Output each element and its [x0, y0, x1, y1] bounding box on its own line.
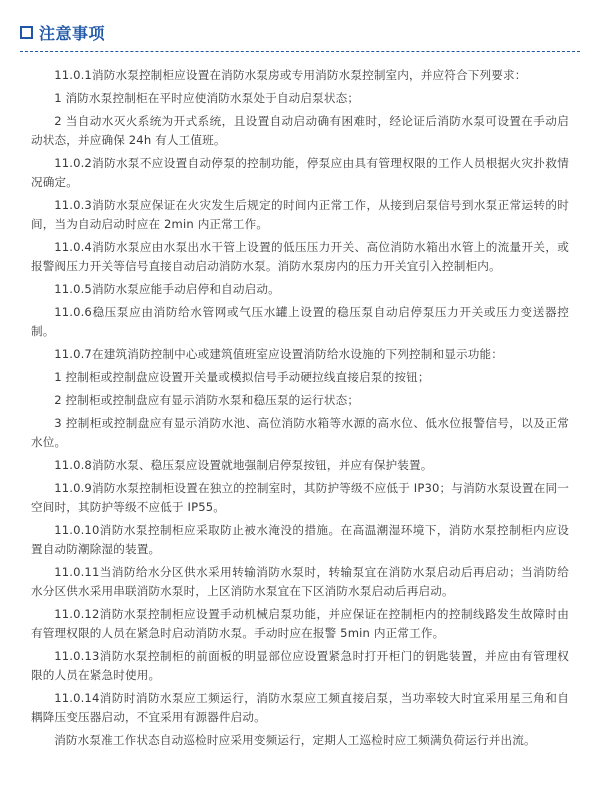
- paragraph: 11.0.3消防水泵应保证在火灾发生后规定的时间内正常工作，从接到启泵信号到水泵正常运转的时间，当为自动启动时应在 2min 内正常工作。: [31, 198, 569, 231]
- section-header: [20, 14, 580, 50]
- section-title: 注意事项: [39, 23, 106, 43]
- paragraph: 消防水泵准工作状态自动巡检时应采用变频运行，定期人工巡检时应工频满负荷运行并出流。: [54, 733, 536, 747]
- paragraph: 2 控制柜或控制盘应有显示消防水泵和稳压泵的运行状态；: [54, 393, 360, 407]
- paragraph: 11.0.9消防水泵控制柜设置在独立的控制室时，其防护等级不应低于 IP30；与消防水泵设置在同一空间时，其防护等级不应低于 IP55。: [31, 481, 569, 514]
- paragraph: 1 消防水泵控制柜在平时应使消防水泵处于自动启泵状态；: [54, 91, 360, 105]
- paragraph: 11.0.6稳压泵应由消防给水管网或气压水罐上设置的稳压泵自动启停泵压力开关或压力变送器控制。: [31, 305, 569, 338]
- paragraph: 11.0.1消防水泵控制柜应设置在消防水泵房或专用消防水泵控制室内，并应符合下列要求：: [54, 68, 527, 82]
- notes-body: [31, 66, 569, 754]
- paragraph: 3 控制柜或控制盘应有显示消防水池、高位消防水箱等水源的高水位、低水位报警信号，以及正常水位。: [31, 416, 569, 449]
- paragraph: 2 当自动水灭火系统为开式系统，且设置自动启动确有困难时，经论证后消防水泵可设置在手动启动状态，并应确保 24h 有人工值班。: [31, 114, 569, 147]
- paragraph: 11.0.8消防水泵、稳压泵应设置就地强制启停泵按钮，并应有保护装置。: [54, 458, 433, 472]
- paragraph: 11.0.13消防水泵控制柜的前面板的明显部位应设置紧急时打开柜门的钥匙装置，并应由有管理权限的人员在紧急时使用。: [31, 649, 569, 682]
- paragraph: 11.0.14消防时消防水泵应工频运行，消防水泵应工频直接启泵，当功率较大时宜采用星三角和自耦降压变压器启动，不宜采用有源器件启动。: [31, 691, 569, 724]
- header-divider: [20, 51, 580, 52]
- checkbox-icon: [20, 26, 33, 39]
- paragraph: 11.0.7在建筑消防控制中心或建筑值班室应设置消防给水设施的下列控制和显示功能：: [54, 347, 503, 361]
- paragraph: 11.0.5消防水泵应能手动启停和自动启动。: [54, 282, 280, 296]
- paragraph: 11.0.4消防水泵应由水泵出水干管上设置的低压压力开关、高位消防水箱出水管上的流量开关，或报警阀压力开关等信号直接自动启动消防水泵。消防水泵房内的压力开关宜引入控制柜内。: [31, 240, 569, 273]
- paragraph: 11.0.10消防水泵控制柜应采取防止被水淹没的措施。在高温潮湿环境下，消防水泵控制柜内应设置自动防潮除湿的装置。: [31, 523, 569, 556]
- paragraph: 11.0.11当消防给水分区供水采用转输消防水泵时，转输泵宜在消防水泵启动后再启动；当消防给水分区供水采用串联消防水泵时，上区消防水泵宜在下区消防水泵启动后再启动。: [31, 565, 569, 598]
- paragraph: 11.0.2消防水泵不应设置自动停泵的控制功能，停泵应由具有管理权限的工作人员根据火灾扑救情况确定。: [31, 156, 569, 189]
- paragraph: 11.0.12消防水泵控制柜应设置手动机械启泵功能，并应保证在控制柜内的控制线路发生故障时由有管理权限的人员在紧急时启动消防水泵。手动时应在报警 5min 内正常工作。: [31, 607, 569, 640]
- paragraph: 1 控制柜或控制盘应设置开关量或模拟信号手动硬拉线直接启泵的按钮；: [54, 370, 430, 384]
